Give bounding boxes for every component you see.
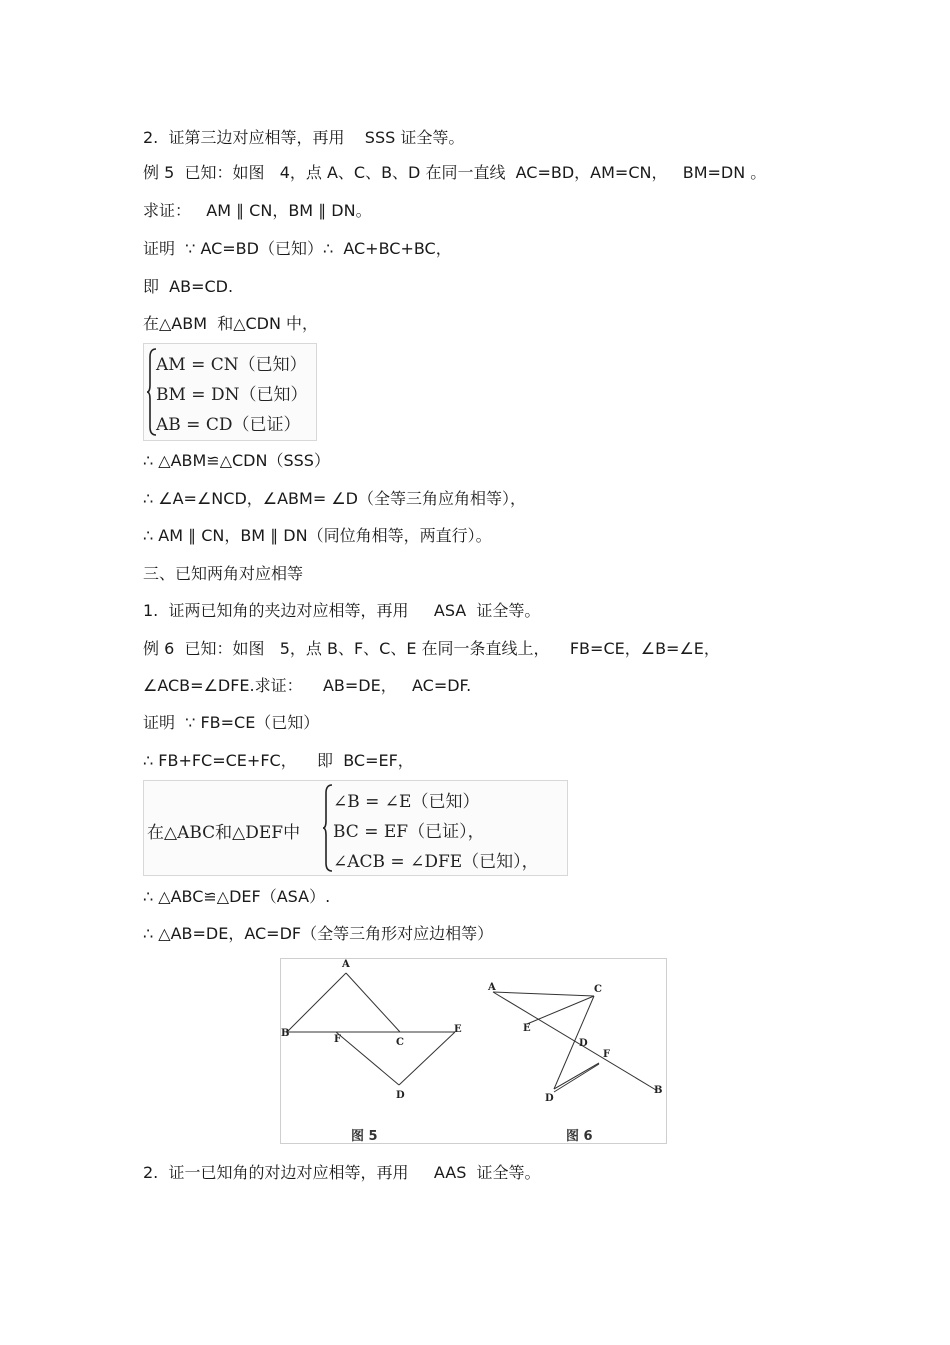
text-line-7: ∴ △ABM≌△CDN（SSS） xyxy=(143,451,330,470)
fig6-label-b: B xyxy=(654,1085,663,1096)
system2-prefix: 在△ABC和△DEF中 xyxy=(147,823,301,843)
fig5-label-f: F xyxy=(334,1034,342,1045)
text-line-5: 即 AB=CD. xyxy=(143,277,234,296)
system1-row-2: BM = DN（已知） xyxy=(156,385,308,405)
text-line-17: ∴ △AB=DE，AC=DF（全等三角形对应边相等） xyxy=(143,924,494,943)
fig5-label-a: A xyxy=(342,959,350,970)
fig6-label-d-mid: D xyxy=(579,1038,588,1049)
fig6-label-a: A xyxy=(488,982,496,993)
fig6-label-f: F xyxy=(603,1049,611,1060)
text-line-15: ∴ FB+FC=CE+FC， 即 BC=EF， xyxy=(143,751,414,770)
text-line-9: ∴ AM ∥ CN，BM ∥ DN（同位角相等，两直行）。 xyxy=(143,526,492,545)
system2-row-3: ∠ACB = ∠DFE（已知）， xyxy=(333,852,539,872)
fig6-label-e: E xyxy=(523,1023,531,1034)
text-line-8: ∴ ∠A=∠NCD，∠ABM= ∠D（全等三角应角相等）， xyxy=(143,489,526,508)
fig5-caption: 图 5 xyxy=(351,1129,378,1144)
fig6-label-d-low: D xyxy=(545,1093,554,1104)
text-line-3: 求证： AM ∥ CN，BM ∥ DN。 xyxy=(143,201,372,220)
text-line-11: 1. 证两已知角的夹边对应相等，再用 ASA 证全等。 xyxy=(143,601,541,620)
fig6-label-c: C xyxy=(594,984,602,995)
text-line-2: 例 5 已知：如图 4，点 A、C、B、D 在同一直线 AC=BD，AM=CN， BM=DN 。 xyxy=(143,163,767,182)
system1-row-3: AB = CD（已证） xyxy=(156,415,301,435)
text-line-14: 证明 ∵ FB=CE（已知） xyxy=(143,713,320,732)
fig5-label-c: C xyxy=(396,1037,404,1048)
text-line-13: ∠ACB=∠DFE.求证： AB=DE， AC=DF. xyxy=(143,676,472,695)
system1-row-1: AM = CN（已知） xyxy=(156,355,307,375)
equation-system-abm-cdn xyxy=(143,343,317,441)
text-line-1: 2. 证第三边对应相等，再用 SSS 证全等。 xyxy=(143,128,465,147)
fig5-label-d: D xyxy=(396,1090,405,1101)
text-line-10: 三、已知两角对应相等 xyxy=(143,564,304,583)
text-line-18: 2. 证一已知角的对边对应相等，再用 AAS 证全等。 xyxy=(143,1163,541,1182)
system2-row-2: BC = EF（已证）， xyxy=(333,822,485,842)
text-line-16: ∴ △ABC≌△DEF（ASA）. xyxy=(143,887,331,906)
fig5-label-b: B xyxy=(281,1028,290,1039)
text-line-6: 在△ABM 和△CDN 中， xyxy=(143,314,319,333)
fig6-caption: 图 6 xyxy=(566,1129,593,1144)
equation-system-abc-def xyxy=(143,780,568,876)
system2-row-1: ∠B = ∠E（已知） xyxy=(333,792,480,812)
fig5-label-e: E xyxy=(454,1024,462,1035)
text-line-4: 证明 ∵ AC=BD（已知）∴ AC+BC+BC， xyxy=(143,239,452,258)
figures-5-6 xyxy=(280,958,667,1144)
text-line-12: 例 6 已知：如图 5，点 B、F、C、E 在同一条直线上， FB=CE，∠B=∠E， xyxy=(143,639,720,658)
